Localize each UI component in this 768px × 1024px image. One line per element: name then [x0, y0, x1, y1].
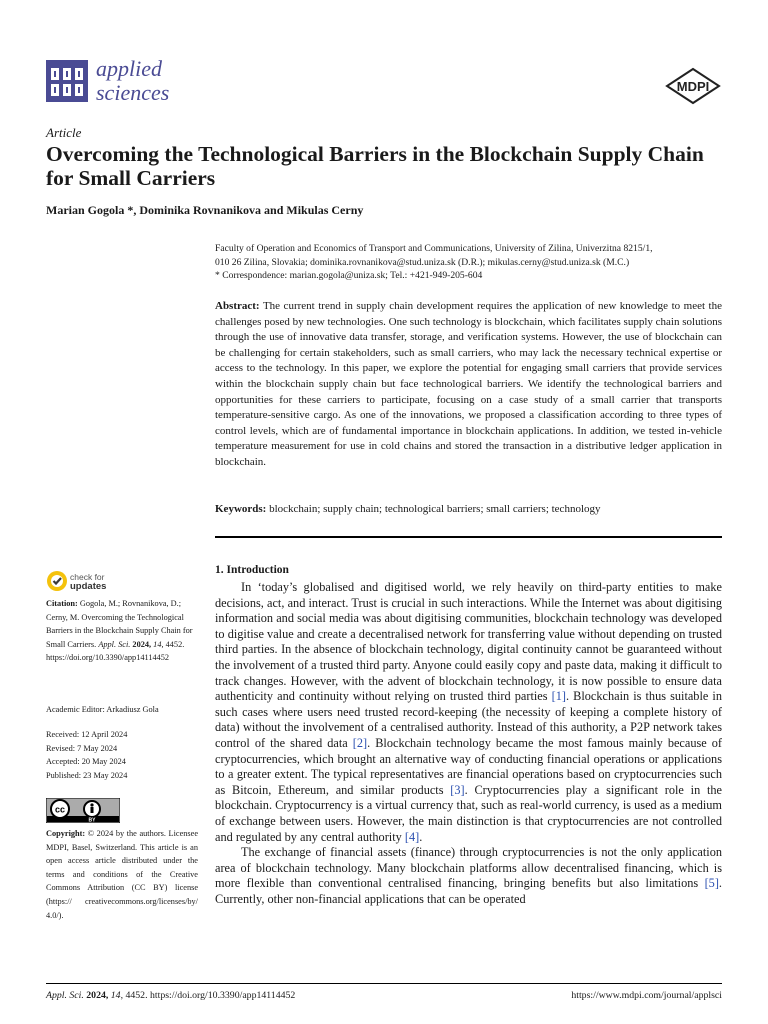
reference-link[interactable]: [5]	[704, 876, 719, 891]
keywords	[215, 503, 722, 515]
section-divider	[215, 536, 722, 538]
copyright-block	[46, 827, 198, 922]
footer-journal: Appl. Sci.	[46, 990, 84, 1001]
mdpi-logo-icon	[664, 67, 722, 105]
revised-date: Revised: 7 May 2024	[46, 743, 118, 753]
published-date: Published: 23 May 2024	[46, 770, 128, 780]
affiliation-line: Faculty of Operation and Economics of Transport and Communications, University of Zilina, Univerzitna 8215/1,	[215, 243, 653, 254]
accepted-date: Accepted: 20 May 2024	[46, 757, 126, 767]
reference-link[interactable]: [3]	[450, 782, 465, 797]
check-updates-icon	[46, 570, 68, 592]
footer-citation	[46, 990, 295, 1001]
paragraph: The exchange of financial assets (finance) through cryptocurrencies is not the only application area of blockchain technology. Many blockchain platforms allow decentralised financing, which is more flexible than conventional centralised financing, bringing benefits but also limitations [5]. Currently, other non-financial applications that can be operated	[215, 845, 722, 906]
reference-link[interactable]: [2]	[352, 735, 368, 750]
svg-text:BY: BY	[88, 817, 96, 823]
journal-url-link[interactable]: https://www.mdpi.com/journal/applsci	[571, 990, 722, 1001]
citation-block	[46, 597, 198, 665]
citation-volume: 14,	[153, 639, 164, 649]
introduction-body	[215, 580, 722, 907]
reference-link[interactable]: [4]	[404, 829, 420, 844]
journal-logo	[46, 58, 546, 108]
academic-editor: Academic Editor: Arkadiusz Gola	[46, 705, 159, 714]
article-type: Article	[46, 125, 82, 140]
abstract-text: The current trend in supply chain development requires the application of new knowledge to meet the challenges posed by new technologies. One such technology is blockchain, which facilitates supply chain solutions through the use of innovative data transfer, storage, and verification systems. However, the use of blockchain can be challenging for certain stakeholders, such as small carriers, who may lack the necessary technical expertise or access to the technology. In this paper, we explore the potential for engaging small carriers that provide services within the blockchain supply chain but face technological barriers. We identify the technological barriers and opportunities for these carriers to participate, focusing on a case study of a small carrier that transports temperature-sensitive cargo. As one of the innovations, we proposed a classification according to three types of control levels, which are of fundamental importance in blockchain applications. In addition, we tested in-vehicle temperature measurement for use in cold chains and stored the transaction in a distributive ledger application in blockchain.	[215, 300, 722, 468]
received-date: Received: 12 April 2024	[46, 730, 128, 739]
copyright-text: © 2024 by the authors. Licensee MDPI, Basel, Switzerland. This article is an open access article distributed under the terms and conditions of the Creative Commons Attribution (CC BY) license (https:// creativecommons.org/licenses/by/ 4.0/).	[46, 829, 199, 920]
article-authors: Marian Gogola *, Dominika Rovnanikova and Mikulas Cerny	[46, 203, 364, 217]
journal-name-line2: sciences	[96, 80, 170, 105]
section-heading: 1. Introduction	[215, 564, 289, 576]
cc-by-license-icon[interactable]	[46, 798, 120, 823]
reference-link[interactable]: [1]	[551, 689, 566, 704]
svg-text:cc: cc	[54, 804, 66, 815]
abstract-label: Abstract:	[215, 300, 260, 312]
article-title: Overcoming the Technological Barriers in the Blockchain Supply Chain for Small Carriers	[46, 142, 704, 190]
affiliation-block	[215, 242, 735, 283]
citation-text: Gogola, M.; Rovnanikova, D.; Cerny, M. Overcoming the Technological Barriers in the Blockchain Supply Chain for Small Carriers.	[46, 599, 193, 649]
check-label-line1: check for	[70, 572, 105, 582]
svg-text:MDPI: MDPI	[676, 79, 710, 94]
citation-label: Citation:	[46, 599, 78, 608]
dates-block	[46, 728, 198, 782]
footer-divider	[46, 983, 722, 984]
citation-year: 2024,	[132, 639, 152, 649]
correspondence: * Correspondence: marian.gogola@uniza.sk; Tel.: +421-949-205-604	[215, 270, 483, 281]
check-for-updates-button[interactable]	[46, 570, 166, 594]
affiliation-line: 010 26 Zilina, Slovakia; dominika.rovnanikova@stud.uniza.sk (D.R.); mikulas.cerny@stud.uniza.sk (M.C.)	[215, 256, 630, 268]
citation-journal: Appl. Sci.	[98, 639, 131, 649]
journal-emblem-icon	[46, 60, 88, 102]
footer-year: 2024,	[86, 990, 109, 1001]
footer-volume: 14,	[110, 990, 124, 1001]
journal-name-line1: applied	[96, 56, 162, 81]
keywords-text: blockchain; supply chain; technological barriers; small carriers; technology	[269, 503, 601, 515]
paragraph: In ‘today’s globalised and digitised world, we rely heavily on third-party entities to make decisions, act, and interact. Trust is crucial in such interactions. While the Internet was about digitising information and social media was about digitising communities, blockchain technology was developed to digitise value and create a decentralised network for transferring value without depending on trusted third parties. In the absence of blockchain technology, digital continuity cannot be guaranteed without the involvement of a trusted third party. Anyone could easily copy and paste data, making it difficult to track changes. However, with the advent of blockchain technology, it is now possible to ensure data authenticity and continuity without relying on trusted third parties [1]. Blockchain is thus suitable in such cases where users need trusted record-keeping (the necessity of keeping a complete history of data) without the involvement of a centralised authority. Instead of this authority, a P2P network takes control of the shared data [2]. Blockchain technology became the most famous mainly because of cryptocurrencies, which brought an alternative way of conducting financial operations or applications to a greater extent. The typical representatives are financial operations based on cryptocurrencies such as Bitcoin, Ethereum, and similar products [3]. Cryptocurrencies play a significant role in the blockchain. Cryptocurrency is a virtual currency that, such as real-world currency, is used as a medium of exchange between users. However, the main distinction is that cryptocurrencies are not controlled and regulated by any central authority [4].	[215, 580, 723, 844]
keywords-label: Keywords:	[215, 503, 267, 515]
citation-doi-link[interactable]: 4452. https://doi.org/10.3390/app14114452	[46, 639, 185, 663]
abstract	[215, 299, 722, 471]
footer-doi-link[interactable]: 4452. https://doi.org/10.3390/app14114452	[125, 990, 296, 1001]
copyright-label: Copyright:	[46, 829, 86, 838]
check-label-line2: updates	[70, 581, 107, 592]
